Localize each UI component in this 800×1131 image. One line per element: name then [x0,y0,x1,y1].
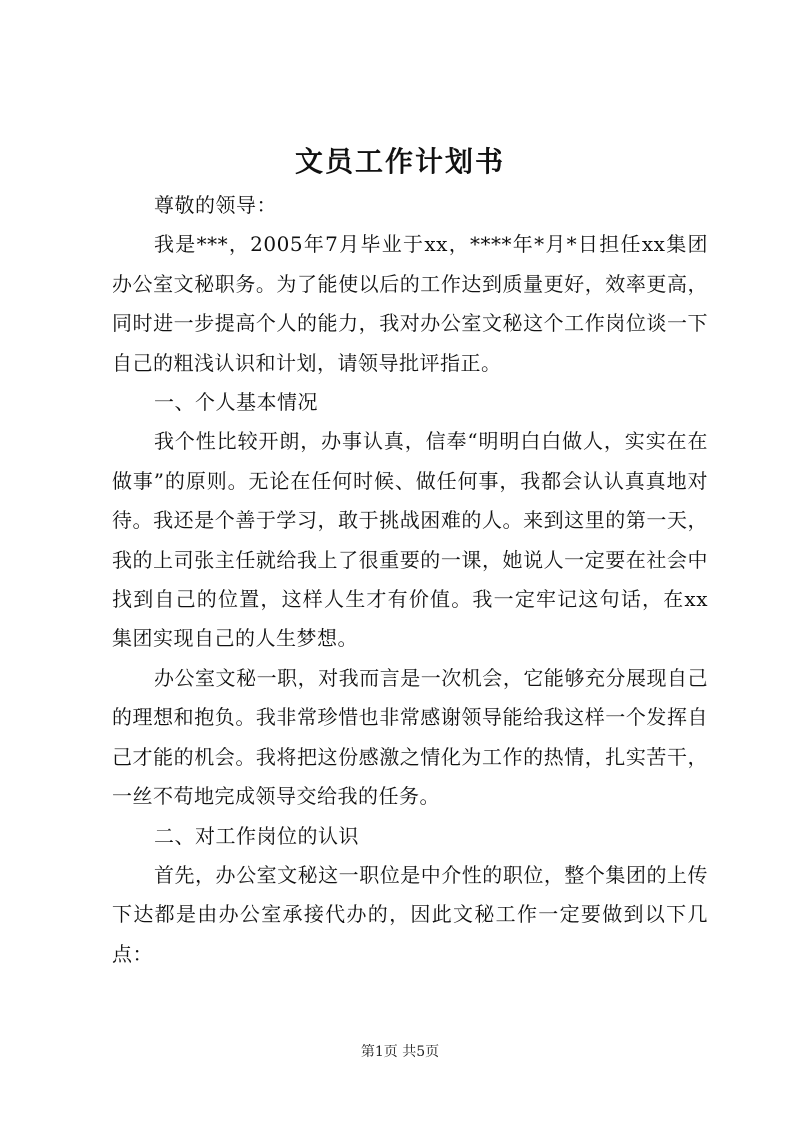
salutation: 尊敬的领导： [154,193,277,217]
document-body [112,186,708,974]
document-title: 文员工作计划书 [294,145,505,178]
paragraph-position: 首先，办公室文秘这一职位是中介性的职位，整个集团的上传下达都是由办公室承接代办的，因此文秘工作一定要做到以下几点： [112,862,708,966]
paragraph-personal-2: 办公室文秘一职，对我而言是一次机会，它能够充分展现自己的理想和抱负。我非常珍惜也非常感谢领导能给我这样一个发挥自己才能的机会。我将把这份感激之情化为工作的热情，扎实苦干，一丝不苟地完成领导交给我的任务。 [112,665,708,809]
paragraph-intro: 我是***，2005年7月毕业于xx，****年*月*日担任xx集团办公室文秘职务。为了能使以后的工作达到质量更好，效率更高，同时进一步提高个人的能力，我对办公室文秘这个工作岗位谈一下自己的粗浅认识和计划，请领导批评指正。 [112,232,708,375]
section-heading-2: 二、对工作岗位的认识 [154,823,359,848]
paragraph-personal-1: 我个性比较开朗，办事认真，信奉“明明白白做人，实实在在做事”的原则。无论在任何时候、做任何事，我都会认认真真地对待。我还是个善于学习，敢于挑战困难的人。来到这里的第一天，我的上司张主任就给我上了很重要的一课，她说人一定要在社会中找到自己的位置，这样人生才有价值。我一定牢记这句话，在xx集团实现自己的人生梦想。 [112,429,708,651]
page-number-footer: 第1页 共5页 [360,1044,440,1060]
section-heading-1: 一、个人基本情况 [154,390,318,415]
